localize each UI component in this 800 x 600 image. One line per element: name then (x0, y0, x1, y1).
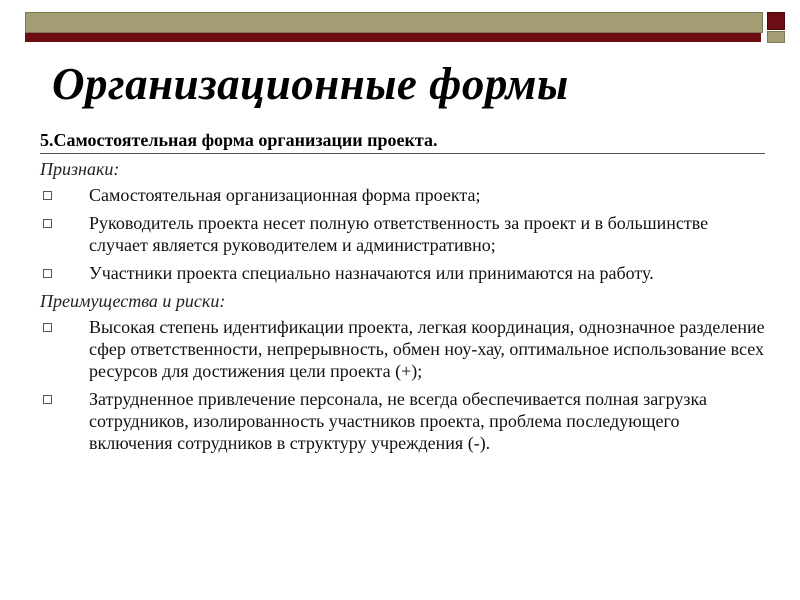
hollow-square-icon (43, 219, 52, 228)
header-bar-red (25, 33, 761, 42)
hollow-square-icon (43, 323, 52, 332)
slide-body (40, 158, 765, 460)
corner-square-olive (767, 31, 785, 43)
list-item (40, 316, 765, 382)
divider-line (40, 153, 765, 154)
section-heading-advantages: Преимущества и риски: (40, 291, 226, 311)
section-heading-signs: Признаки: (40, 159, 120, 179)
bullet-text: Самостоятельная организационная форма проекта; (89, 185, 481, 205)
list-item (40, 212, 765, 256)
hollow-square-icon (43, 269, 52, 278)
bullet-text: Высокая степень идентификации проекта, легкая координация, однозначное разделение сфер ответственности, непрерывность, обмен ноу-хау, оптимальное использование всех ресурсов для достижения цели проекта (+); (89, 317, 765, 381)
bullet-text: Участники проекта специально назначаются или принимаются на работу. (89, 263, 654, 283)
corner-square-red (767, 12, 785, 30)
list-item (40, 184, 765, 206)
bullet-text: Затрудненное привлечение персонала, не всегда обеспечивается полная загрузка сотрудников, изолированность участников проекта, проблема последующего включения сотрудников в структуру учреждения (-). (89, 389, 707, 453)
list-item (40, 262, 765, 284)
slide-subtitle: 5.Самостоятельная форма организации проекта. (40, 130, 438, 150)
list-item (40, 388, 765, 454)
header-bar-olive (25, 12, 763, 33)
hollow-square-icon (43, 395, 52, 404)
slide-title: Организационные формы (52, 59, 569, 109)
hollow-square-icon (43, 191, 52, 200)
bullet-text: Руководитель проекта несет полную ответственность за проект и в большинстве случает является руководителем и административно; (89, 213, 709, 255)
